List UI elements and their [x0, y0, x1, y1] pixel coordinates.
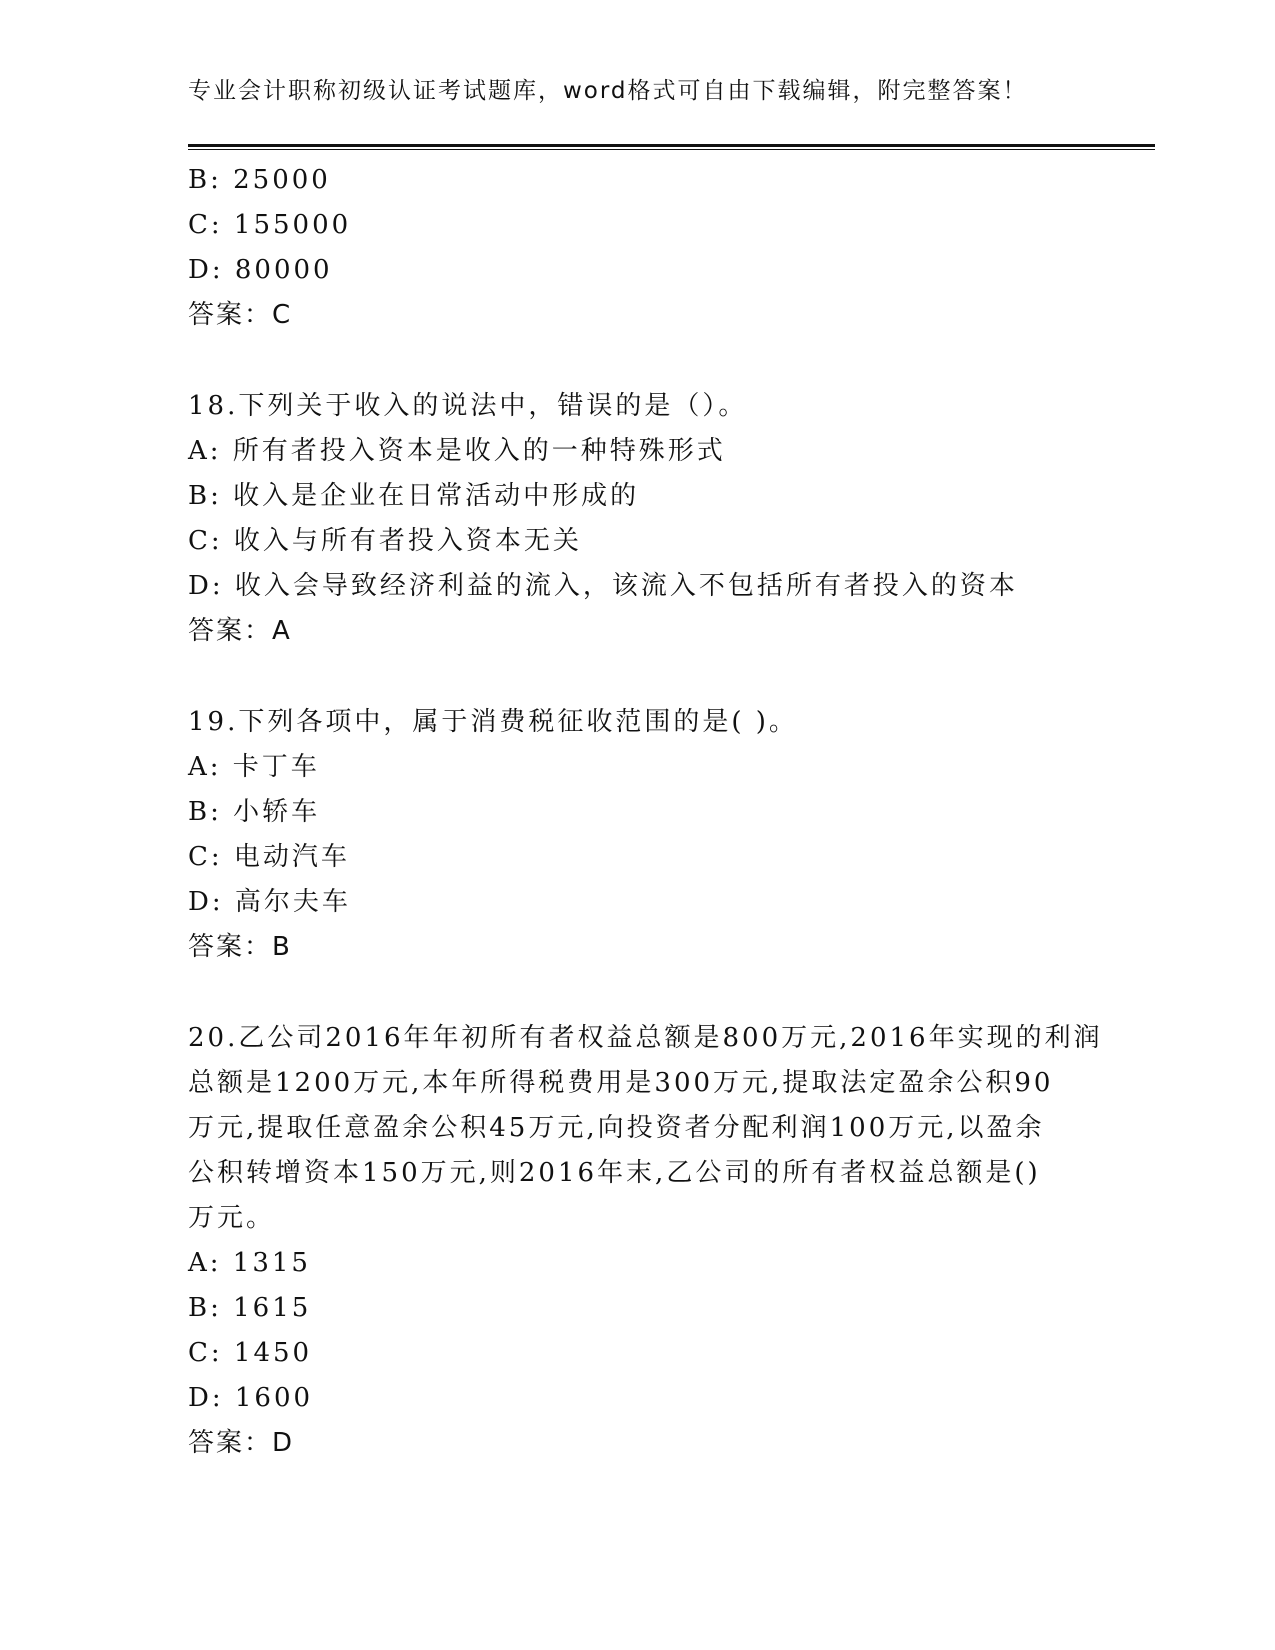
option-line: B: 25000: [188, 165, 331, 195]
option-line: D: 收入会导致经济利益的流入，该流入不包括所有者投入的资本: [188, 571, 1018, 601]
question-line: 万元。: [188, 1203, 276, 1233]
option-line: B: 小轿车: [188, 797, 321, 827]
question-line: 总额是1200万元,本年所得税费用是300万元,提取法定盈余公积90: [188, 1068, 1054, 1098]
page-header: 专业会计职称初级认证考试题库，word格式可自由下载编辑，附完整答案！: [188, 78, 1028, 104]
question-line: 20.乙公司2016年年初所有者权益总额是800万元,2016年实现的利润: [188, 1023, 1103, 1053]
option-line: D: 高尔夫车: [188, 887, 351, 917]
option-line: D: 80000: [188, 255, 333, 285]
answer-line: 答案：D: [188, 1428, 295, 1458]
option-line: A: 所有者投入资本是收入的一种特殊形式: [188, 436, 726, 466]
option-line: C: 1450: [188, 1338, 313, 1368]
answer-line: 答案：B: [188, 932, 292, 962]
question-line: 19.下列各项中，属于消费税征收范围的是( )。: [188, 707, 798, 737]
header-divider-thick: [188, 144, 1155, 147]
question-line: 18.下列关于收入的说法中，错误的是（）。: [188, 391, 748, 421]
option-line: C: 电动汽车: [188, 842, 350, 872]
option-line: B: 收入是企业在日常活动中形成的: [188, 481, 640, 511]
option-line: A: 卡丁车: [188, 752, 320, 782]
option-line: A: 1315: [188, 1248, 311, 1278]
option-line: B: 1615: [188, 1293, 312, 1323]
answer-line: 答案：C: [188, 300, 293, 330]
question-line: 公积转增资本150万元,则2016年末,乙公司的所有者权益总额是(): [188, 1158, 1041, 1188]
option-line: C: 155000: [188, 210, 352, 240]
option-line: D: 1600: [188, 1383, 314, 1413]
answer-line: 答案：A: [188, 616, 292, 646]
header-divider-thin: [188, 149, 1155, 150]
question-line: 万元,提取任意盈余公积45万元,向投资者分配利润100万元,以盈余: [188, 1113, 1045, 1143]
option-line: C: 收入与所有者投入资本无关: [188, 526, 582, 556]
